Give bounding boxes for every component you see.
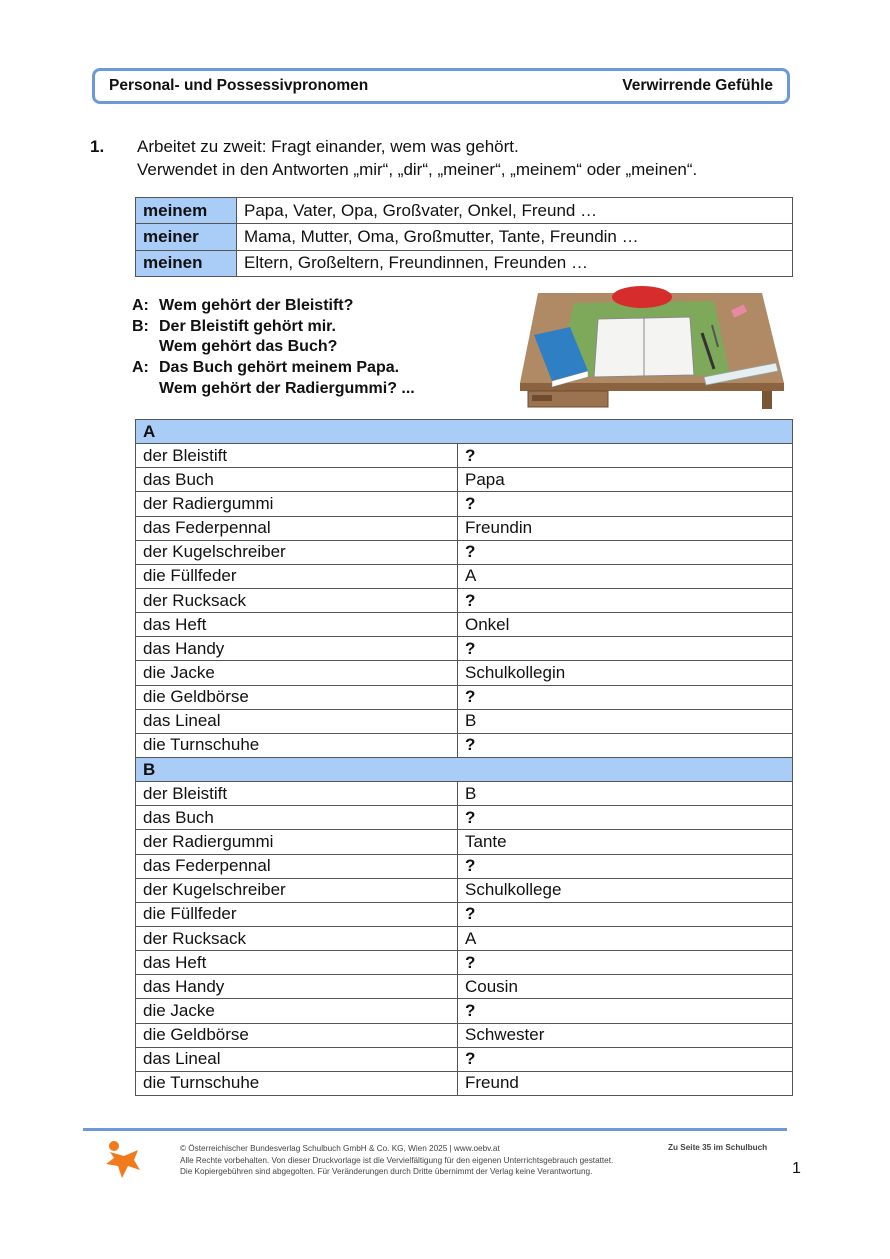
item-cell: der Radiergummi xyxy=(136,492,458,516)
item-cell: das Federpennal xyxy=(136,516,458,540)
footer-line-2: Alle Rechte vorbehalten. Von dieser Druckvorlage ist die Vervielfältigung für den eigenen Unterrichtsgebrauch gestattet. xyxy=(180,1155,614,1165)
owner-cell: ? xyxy=(458,951,793,975)
owner-cell: Freund xyxy=(458,1071,793,1095)
vocab-row xyxy=(136,250,793,276)
item-cell: der Radiergummi xyxy=(136,830,458,854)
dialog-speaker: B: xyxy=(132,317,149,335)
item-cell: das Heft xyxy=(136,951,458,975)
owner-cell: Schulkollegin xyxy=(458,661,793,685)
owner-cell: A xyxy=(458,564,793,588)
table-row xyxy=(136,854,793,878)
pencil-case-icon xyxy=(612,286,672,308)
vocab-row xyxy=(136,198,793,224)
owner-cell: Schwester xyxy=(458,1023,793,1047)
vocab-pronoun: meinem xyxy=(136,198,237,224)
section-header-row xyxy=(136,420,793,444)
item-cell: das Lineal xyxy=(136,1047,458,1071)
table-row xyxy=(136,878,793,902)
table-row xyxy=(136,564,793,588)
table-row xyxy=(136,1071,793,1095)
table-row xyxy=(136,661,793,685)
item-cell: die Geldbörse xyxy=(136,685,458,709)
section-header-row xyxy=(136,757,793,781)
owner-cell: ? xyxy=(458,1047,793,1071)
table-row xyxy=(136,902,793,926)
item-cell: der Rucksack xyxy=(136,588,458,612)
table-row xyxy=(136,709,793,733)
table-row xyxy=(136,1047,793,1071)
table-row xyxy=(136,637,793,661)
table-row xyxy=(136,516,793,540)
pronoun-vocabulary-table xyxy=(135,197,793,277)
table-row xyxy=(136,685,793,709)
item-cell: der Rucksack xyxy=(136,926,458,950)
footer-line-3: Die Kopiergebühren sind abgegolten. Für Veränderungen durch Dritte übernimmt der Verlag keine Verantwortung. xyxy=(180,1167,593,1177)
owner-cell: ? xyxy=(458,492,793,516)
owner-cell: A xyxy=(458,926,793,950)
owner-table xyxy=(135,419,793,1096)
table-row xyxy=(136,926,793,950)
drawer-handle xyxy=(532,395,552,401)
vocab-row xyxy=(136,224,793,250)
task-number: 1. xyxy=(90,137,105,156)
item-cell: die Jacke xyxy=(136,661,458,685)
header-unit-title: Verwirrende Gefühle xyxy=(622,77,773,94)
owner-cell: ? xyxy=(458,540,793,564)
table-row xyxy=(136,492,793,516)
table-row xyxy=(136,830,793,854)
table-row xyxy=(136,444,793,468)
vocab-persons: Mama, Mutter, Oma, Großmutter, Tante, Freundin … xyxy=(237,224,793,250)
dialog-line xyxy=(132,358,415,379)
dialog-line xyxy=(132,317,415,338)
dialog-text: Wem gehört das Buch? xyxy=(159,338,338,356)
dialog-line xyxy=(132,296,415,317)
owner-cell: Freundin xyxy=(458,516,793,540)
item-cell: das Federpennal xyxy=(136,854,458,878)
footer-divider xyxy=(83,1128,787,1131)
header-topic: Personal- und Possessivpronomen xyxy=(109,77,369,94)
item-cell: das Buch xyxy=(136,806,458,830)
item-cell: der Kugelschreiber xyxy=(136,540,458,564)
desk-leg xyxy=(762,391,772,409)
owner-cell: B xyxy=(458,709,793,733)
section-label: B xyxy=(136,757,793,781)
footer-textbook-reference: Zu Seite 35 im Schulbuch xyxy=(668,1143,768,1152)
page-number: 1 xyxy=(792,1160,801,1177)
owner-cell: ? xyxy=(458,806,793,830)
owner-cell: Papa xyxy=(458,468,793,492)
example-dialog xyxy=(132,296,415,400)
table-row xyxy=(136,999,793,1023)
table-row xyxy=(136,733,793,757)
dialog-line xyxy=(132,379,415,400)
item-cell: die Füllfeder xyxy=(136,902,458,926)
footer-line-1: © Österreichischer Bundesverlag Schulbuch GmbH & Co. KG, Wien 2025 | www.oebv.at xyxy=(180,1144,500,1153)
table-row xyxy=(136,975,793,999)
table-row xyxy=(136,951,793,975)
item-cell: das Heft xyxy=(136,613,458,637)
owner-cell: B xyxy=(458,782,793,806)
dialog-line xyxy=(132,337,415,358)
worksheet-header xyxy=(92,68,790,104)
table-row xyxy=(136,782,793,806)
owner-cell: ? xyxy=(458,637,793,661)
owner-cell: ? xyxy=(458,999,793,1023)
owner-cell: ? xyxy=(458,444,793,468)
item-cell: das Lineal xyxy=(136,709,458,733)
dialog-text: Wem gehört der Bleistift? xyxy=(159,297,354,314)
footer-copyright xyxy=(180,1143,613,1178)
owner-cell: Onkel xyxy=(458,613,793,637)
owner-cell: ? xyxy=(458,685,793,709)
item-cell: das Handy xyxy=(136,637,458,661)
table-row xyxy=(136,540,793,564)
vocab-pronoun: meinen xyxy=(136,250,237,276)
vocab-persons: Eltern, Großeltern, Freundinnen, Freunden … xyxy=(237,250,793,276)
owner-cell: Tante xyxy=(458,830,793,854)
vocab-persons: Papa, Vater, Opa, Großvater, Onkel, Freund … xyxy=(237,198,793,224)
table-row xyxy=(136,806,793,830)
dialog-speaker: A: xyxy=(132,359,149,377)
publisher-logo-icon xyxy=(104,1140,142,1180)
dialog-text: Das Buch gehört meinem Papa. xyxy=(159,359,400,377)
owner-cell: Schulkollege xyxy=(458,878,793,902)
item-cell: das Handy xyxy=(136,975,458,999)
item-cell: der Bleistift xyxy=(136,444,458,468)
owner-cell: ? xyxy=(458,902,793,926)
table-row xyxy=(136,1023,793,1047)
dialog-text: Der Bleistift gehört mir. xyxy=(159,317,336,335)
task-instruction-line-1: Arbeitet zu zweit: Fragt einander, wem was gehört. xyxy=(137,137,519,156)
item-cell: die Füllfeder xyxy=(136,564,458,588)
item-cell: die Turnschuhe xyxy=(136,1071,458,1095)
owner-cell: ? xyxy=(458,854,793,878)
table-row xyxy=(136,613,793,637)
dialog-speaker xyxy=(132,337,159,358)
owner-cell: ? xyxy=(458,733,793,757)
item-cell: die Jacke xyxy=(136,999,458,1023)
desk-illustration xyxy=(518,283,788,411)
task-instruction-line-2: Verwendet in den Antworten „mir“, „dir“, „meiner“, „meinem“ oder „meinen“. xyxy=(137,160,698,179)
table-row xyxy=(136,588,793,612)
dialog-speaker xyxy=(132,379,159,400)
item-cell: der Bleistift xyxy=(136,782,458,806)
item-cell: der Kugelschreiber xyxy=(136,878,458,902)
table-row xyxy=(136,468,793,492)
item-cell: die Geldbörse xyxy=(136,1023,458,1047)
item-cell: die Turnschuhe xyxy=(136,733,458,757)
vocab-pronoun: meiner xyxy=(136,224,237,250)
item-cell: das Buch xyxy=(136,468,458,492)
dialog-text: Wem gehört der Radiergummi? ... xyxy=(159,379,415,397)
section-label: A xyxy=(136,420,793,444)
dialog-speaker: A: xyxy=(132,297,149,314)
owner-cell: Cousin xyxy=(458,975,793,999)
owner-cell: ? xyxy=(458,588,793,612)
